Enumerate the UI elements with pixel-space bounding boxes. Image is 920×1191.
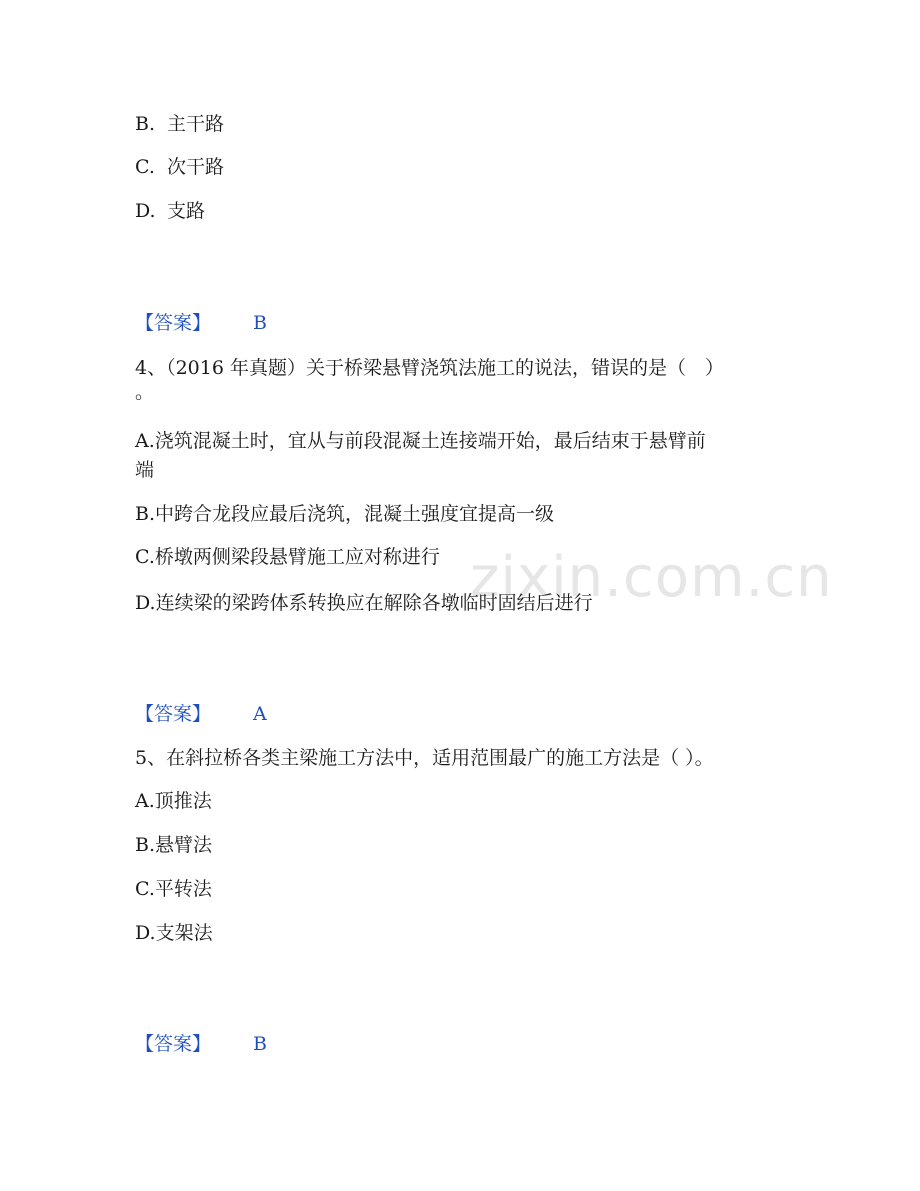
answer-label: 【答案】: [135, 312, 212, 334]
watermark: zixin.com.cn: [470, 545, 833, 610]
q4-option-c: C.桥墩两侧梁段悬臂施工应对称进行: [135, 546, 440, 568]
answer-label: 【答案】: [135, 703, 212, 725]
q4-option-a-cont: 端: [135, 459, 155, 481]
q4-stem-cont: 。: [135, 381, 155, 403]
q5-answer: [135, 1032, 267, 1056]
q4-stem: 4、（2016 年真题）关于桥梁悬臂浇筑法施工的说法，错误的是（ ）: [135, 357, 724, 379]
q5-option-a: A.顶推法: [135, 790, 212, 812]
q4-option-b: B.中跨合龙段应最后浇筑，混凝土强度宜提高一级: [135, 503, 555, 525]
q5-stem: 5、在斜拉桥各类主梁施工方法中，适用范围最广的施工方法是（ ）。: [135, 747, 714, 769]
answer-value: B: [253, 312, 267, 334]
q4-answer: [135, 702, 267, 726]
q4-option-d: D.连续梁的梁跨体系转换应在解除各墩临时固结后进行: [135, 592, 593, 614]
q3-option-d: D. 支路: [135, 200, 206, 222]
q5-option-b: B.悬臂法: [135, 834, 213, 856]
q5-option-c: C.平转法: [135, 878, 212, 900]
q3-option-b: B. 主干路: [135, 113, 225, 135]
answer-value: A: [253, 703, 267, 725]
q4-option-a: A.浇筑混凝土时，宜从与前段混凝土连接端开始，最后结束于悬臂前: [135, 430, 706, 452]
answer-value: B: [253, 1033, 267, 1055]
answer-label: 【答案】: [135, 1033, 212, 1055]
q3-option-c: C. 次干路: [135, 156, 225, 178]
q5-option-d: D.支架法: [135, 922, 213, 944]
q3-answer: [135, 311, 267, 335]
